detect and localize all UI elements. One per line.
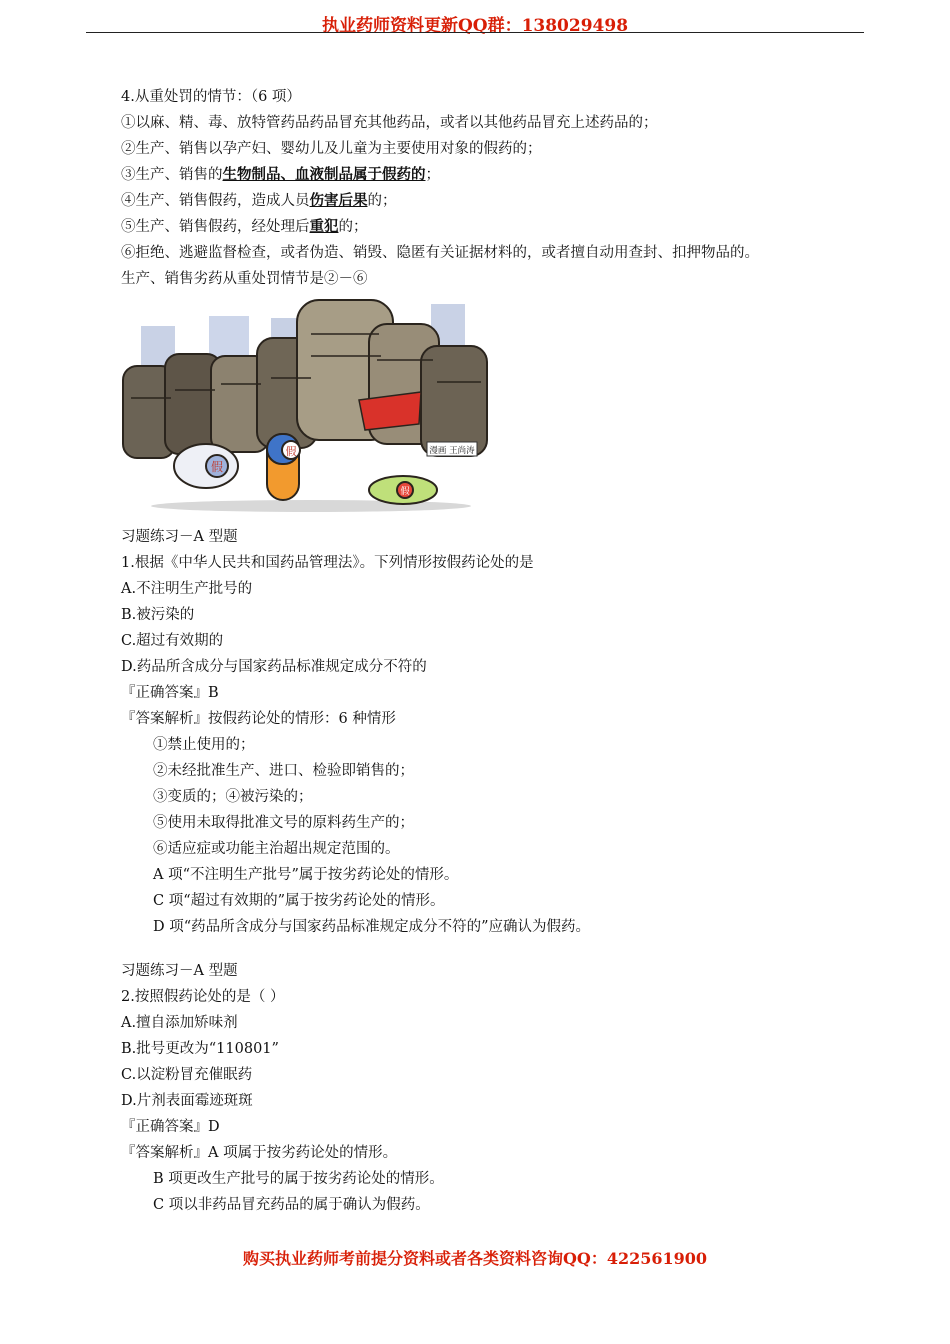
analysis-title: 『答案解析』A 项属于按劣药论处的情形。 (121, 1145, 398, 1161)
option: B.被污染的 (121, 607, 195, 623)
text: 的； (338, 219, 368, 235)
analysis-line: D 项“药品所含成分与国家药品标准规定成分不符的”应确认为假药。 (153, 919, 591, 935)
analysis-line: ②未经批准生产、进口、检验即销售的； (153, 763, 414, 779)
analysis-line: B 项更改生产批号的属于按劣药论处的情形。 (153, 1171, 444, 1187)
option: D.片剂表面霉迹斑斑 (121, 1093, 253, 1109)
section-title: 习题练习－A 型题 (121, 963, 238, 979)
list-item: ②生产、销售以孕产妇、婴幼儿及儿童为主要使用对象的假药的； (121, 141, 542, 157)
text: ③生产、销售的 (121, 167, 223, 183)
analysis-title: 『答案解析』按假药论处的情形：6 种情形 (121, 711, 396, 727)
list-item (121, 162, 881, 188)
document-body (121, 84, 881, 1218)
footer-title: 购买执业药师考前提分资料或者各类资料咨询QQ：422561900 (242, 1249, 708, 1268)
correct-answer: 『正确答案』B (121, 685, 219, 701)
emphasis-text: 重犯 (309, 218, 339, 235)
question-stem: 1.根据《中华人民共和国药品管理法》。下列情形按假药论处的是 (121, 555, 534, 571)
emphasis-text: 伤害后果 (309, 192, 368, 209)
fists-illustration (121, 294, 491, 514)
text: ； (425, 167, 440, 183)
list-item (121, 214, 881, 240)
option: C.以淀粉冒充催眠药 (121, 1067, 253, 1083)
header-divider (86, 32, 864, 33)
section-note: 生产、销售劣药从重处罚情节是②－⑥ (121, 271, 368, 287)
section-heading: 4.从重处罚的情节：（6 项） (121, 89, 301, 105)
analysis-line: ⑥适应症或功能主治超出规定范围的。 (153, 841, 400, 857)
header-title: 执业药师资料更新QQ群：138029498 (321, 16, 629, 36)
option: A.擅自添加矫味剂 (121, 1015, 238, 1031)
option: A.不注明生产批号的 (121, 581, 253, 597)
pill-label: 假 (285, 445, 297, 458)
analysis-line: A 项“不注明生产批号”属于按劣药论处的情形。 (153, 867, 459, 883)
question-stem: 2.按照假药论处的是（ ） (121, 989, 285, 1005)
option: D.药品所含成分与国家药品标准规定成分不符的 (121, 659, 427, 675)
illustration-signature: 漫画 王尚涛 (429, 446, 475, 456)
text: ⑤生产、销售假药，经处理后 (121, 219, 310, 235)
text: 的； (367, 193, 397, 209)
fists-vs-fake-drugs-icon (121, 294, 491, 514)
option: C.超过有效期的 (121, 633, 224, 649)
analysis-line: ⑤使用未取得批准文号的原料药生产的； (153, 815, 414, 831)
analysis-line: ①禁止使用的； (153, 737, 255, 753)
pill-label: 假 (400, 487, 410, 497)
list-item (121, 188, 881, 214)
analysis-line: ③变质的；④被污染的； (153, 789, 313, 805)
text: ④生产、销售假药，造成人员 (121, 193, 310, 209)
option: B.批号更改为“110801” (121, 1041, 279, 1057)
section-title: 习题练习－A 型题 (121, 529, 238, 545)
pill-label: 假 (210, 460, 224, 474)
analysis-line: C 项“超过有效期的”属于按劣药论处的情形。 (153, 893, 445, 909)
analysis-line: C 项以非药品冒充药品的属于确认为假药。 (153, 1197, 430, 1213)
correct-answer: 『正确答案』D (121, 1119, 220, 1135)
list-item: ⑥拒绝、逃避监督检查，或者伪造、销毁、隐匿有关证据材料的，或者擅自动用查封、扣押物品的。 (121, 245, 759, 261)
emphasis-text: 生物制品、血液制品属于假药的 (222, 166, 426, 183)
list-item: ①以麻、精、毒、放特管药品药品冒充其他药品，或者以其他药品冒充上述药品的； (121, 115, 658, 131)
